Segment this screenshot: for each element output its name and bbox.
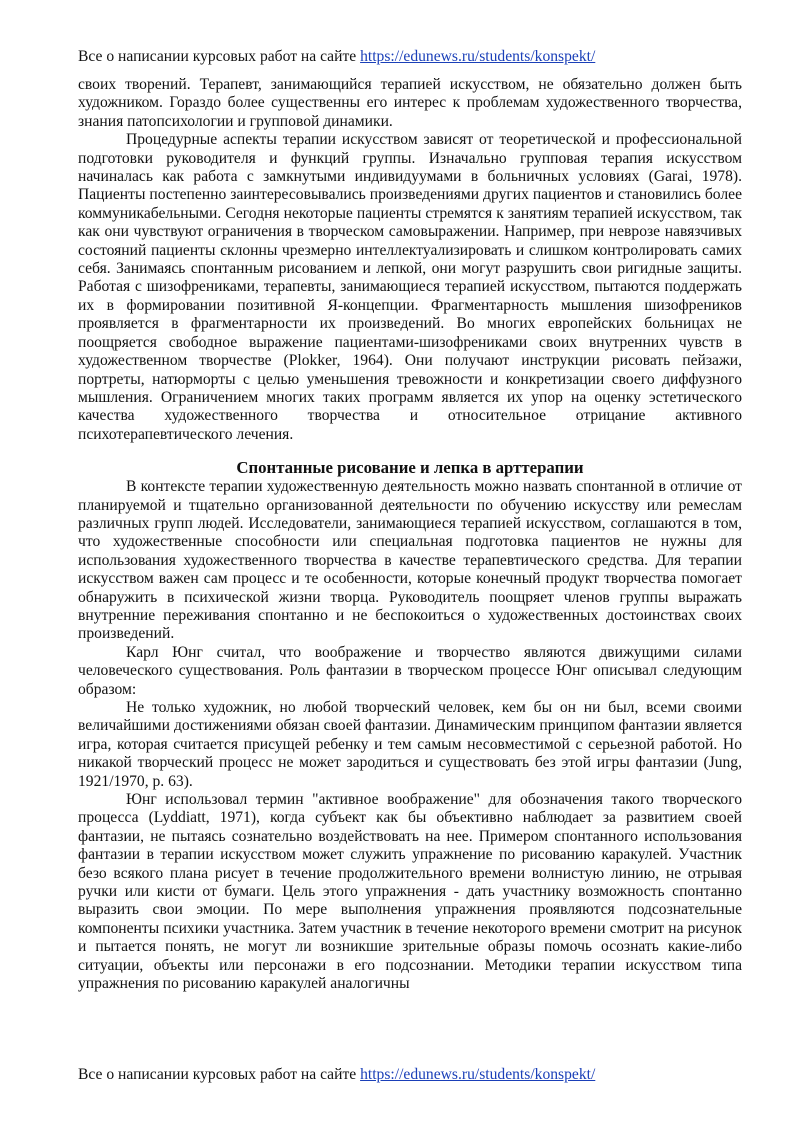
- page-header: [78, 48, 742, 66]
- section-heading: Спонтанные рисование и лепка в арттерапии: [236, 458, 584, 478]
- paragraph-active-imagination: Юнг использовал термин "активное воображение" для обозначения такого творческого процесса (Lyddiatt, 1971), когда субъект как бы объективно наблюдает за развитием своей фантазии, не пытаясь сознательно воздействовать на нее. Примером спонтанного использования фантазии в терапии искусством может служить упражнение по рисованию каракулей. Участник безо всякого плана рисует в течение продолжительного времени волнистую линию, не отрывая ручки или кисти от бумаги. Цель этого упражнения - дать участнику возможность спонтанно выразить свои эмоции. По мере выполнения упражнения проявляются подсознательные компоненты психики участника. Затем участник в течение некоторого времени смотрит на рисунок и пытается понять, не могут ли возникшие зрительные образы помочь осознать какие-либо ситуации, объекты или персонажи в его подсознании. Методики терапии искусством типа упражнения по рисованию каракулей аналогичны: [78, 791, 742, 993]
- footer-link[interactable]: https://edunews.ru/students/konspekt/: [360, 1066, 596, 1083]
- paragraph-spontaneous-activity: В контексте терапии художественную деятельность можно назвать спонтанной в отличие от планируемой и тщательно организованной деятельности по обучению искусству или ремеслам различных групп людей. Исследователи, занимающиеся терапией искусством, соглашаются в том, что художественные способности или специальная подготовка пациентов не нужны для использования художественного творчества в качестве терапевтического средства. Для терапии искусством важен сам процесс и те особенности, которые конечный продукт творчества помогает обнаружить в психической жизни творца. Руководитель поощряет членов группы выражать внутренние переживания спонтанно и не беспокоиться о художественных достоинствах своих произведений.: [78, 478, 742, 643]
- paragraph-continuation: своих творений. Терапевт, занимающийся терапией искусством, не обязательно должен быть художником. Гораздо более существенны его интерес к проблемам художественного творчества, знания патопсихологии и групповой динамики.: [78, 76, 742, 130]
- footer-text: Все о написании курсовых работ на сайте: [78, 1066, 357, 1083]
- header-text: Все о написании курсовых работ на сайте: [78, 48, 357, 65]
- header-link[interactable]: https://edunews.ru/students/konspekt/: [360, 48, 596, 65]
- page-footer: [78, 1066, 742, 1084]
- paragraph-jung-quote: Не только художник, но любой творческий человек, кем бы он ни был, всеми своими величайшими достижениями обязан своей фантазии. Динамическим принципом фантазии является игра, которая считается присущей ребенку и тем самым несовместимой с серьезной работой. Но никакой творческий процесс не может зародиться и существовать без этой игры фантазии (Jung, 1921/1970, p. 63).: [78, 699, 742, 790]
- document-body: [78, 76, 742, 994]
- paragraph-procedural-aspects: Процедурные аспекты терапии искусством зависят от теоретической и профессиональной подготовки руководителя и функций группы. Изначально групповая терапия искусством начиналась как работа с замкнутыми индивидуумами в больничных условиях (Garai, 1978). Пациенты постепенно заинтересовывались произведениями других пациентов и становились более коммуникабельными. Сегодня некоторые пациенты стремятся к занятиям терапией искусством, так как они чувствуют ограничения в творческом самовыражении. Например, при неврозе навязчивых состояний пациенты склонны чрезмерно интеллектуализировать и слишком контролировать самих себя. Занимаясь спонтанным рисованием и лепкой, они могут разрушить свои ригидные защиты. Работая с шизофрениками, терапевты, занимающиеся терапией искусством, пытаются поддержать их в формировании позитивной Я-концепции. Фрагментарность мышления шизофреников проявляется в фрагментарности их произведений. Во многих европейских больницах не поощряется свободное выражение пациентами-шизофрениками своих внутренних чувств в художественном творчестве (Plokker, 1964). Они получают инструкции рисовать пейзажи, портреты, натюрморты с целью уменьшения тревожности и конкретизации своего диффузного мышления. Ограничением многих таких программ является их упор на оценку эстетического качества художественного творчества и относительное отрицание активного психотерапевтического лечения.: [78, 131, 742, 443]
- paragraph-jung-intro: Карл Юнг считал, что воображение и творчество являются движущими силами человеческого существования. Роль фантазии в творческом процессе Юнг описывал следующим образом:: [78, 643, 742, 698]
